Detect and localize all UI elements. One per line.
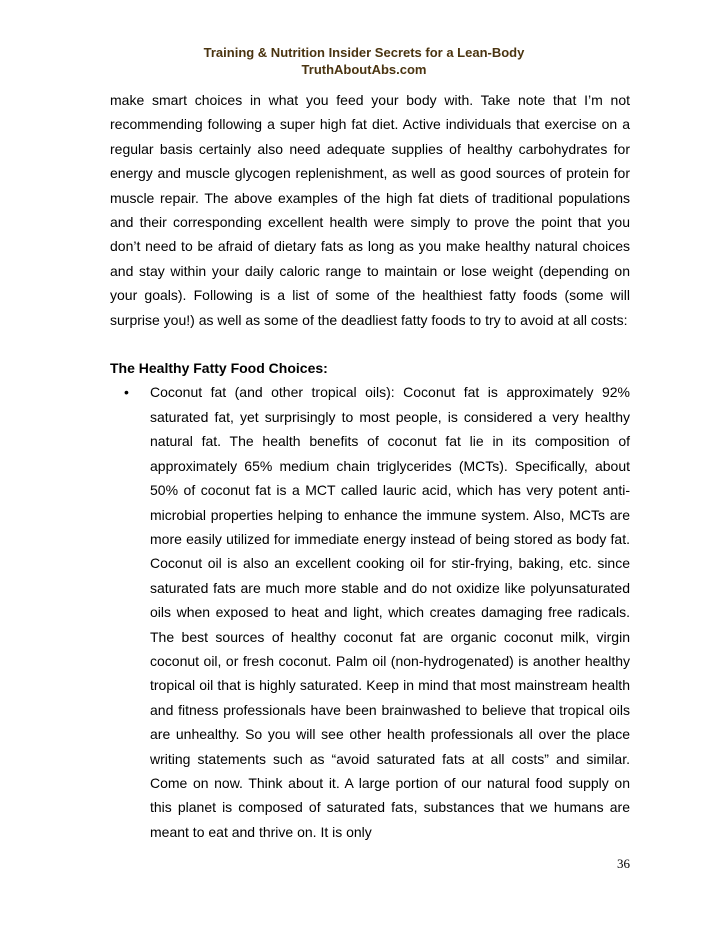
- list-item: [110, 380, 630, 844]
- bullet-list: [110, 380, 630, 844]
- intro-paragraph: make smart choices in what you feed your body with. Take note that I’m not recommending following a super high fat diet. Active individuals that exercise on a regular basis certainly also need adequate supplies of healthy carbohydrates for energy and muscle glycogen replenishment, as well as good sources of protein for muscle repair. The above examples of the high fat diets of traditional populations and their corresponding excellent health were simply to prove the point that you don’t need to be afraid of dietary fats as long as you make healthy natural choices and stay within your daily caloric range to maintain or lose weight (depending on your goals). Following is a list of some of the healthiest fatty foods (some will surprise you!) as well as some of the deadliest fatty foods to try to avoid at all costs:: [110, 92, 630, 328]
- header-title: Training & Nutrition Insider Secrets for a Lean-Body: [203, 45, 525, 60]
- running-header: [0, 44, 728, 78]
- list-item-text: Coconut fat (and other tropical oils): Coconut fat is approximately 92% saturated fat, yet surprisingly to most people, is considered a very healthy natural fat. The health benefits of coconut fat lie in its composition of approximately 65% medium chain triglycerides (MCTs). Specifically, about 50% of coconut fat is a MCT called lauric acid, which has very potent anti-microbial properties helping to enhance the immune system. Also, MCTs are more easily utilized for immediate energy instead of being stored as body fat. Coconut oil is also an excellent cooking oil for stir-frying, baking, etc. since saturated fats are much more stable and do not oxidize like polyunsaturated oils when exposed to heat and light, which creates damaging free radicals. The best sources of healthy coconut fat are organic coconut milk, virgin coconut oil, or fresh coconut. Palm oil (non-hydrogenated) is another healthy tropical oil that is highly saturated. Keep in mind that most mainstream health and fitness professionals have been brainwashed to believe that tropical oils are unhealthy. So you will see other health professionals all over the place writing statements such as “avoid saturated fats at all costs” and similar. Come on now. Think about it. A large portion of our natural food supply on this planet is composed of saturated fats, substances that we humans are meant to eat and thrive on. It is only: [150, 384, 630, 840]
- bullet-icon: •: [124, 384, 129, 401]
- section-heading: The Healthy Fatty Food Choices:: [110, 360, 328, 377]
- page-content: [110, 88, 630, 844]
- header-website: TruthAboutAbs.com: [301, 62, 427, 77]
- page-number: 36: [617, 856, 630, 871]
